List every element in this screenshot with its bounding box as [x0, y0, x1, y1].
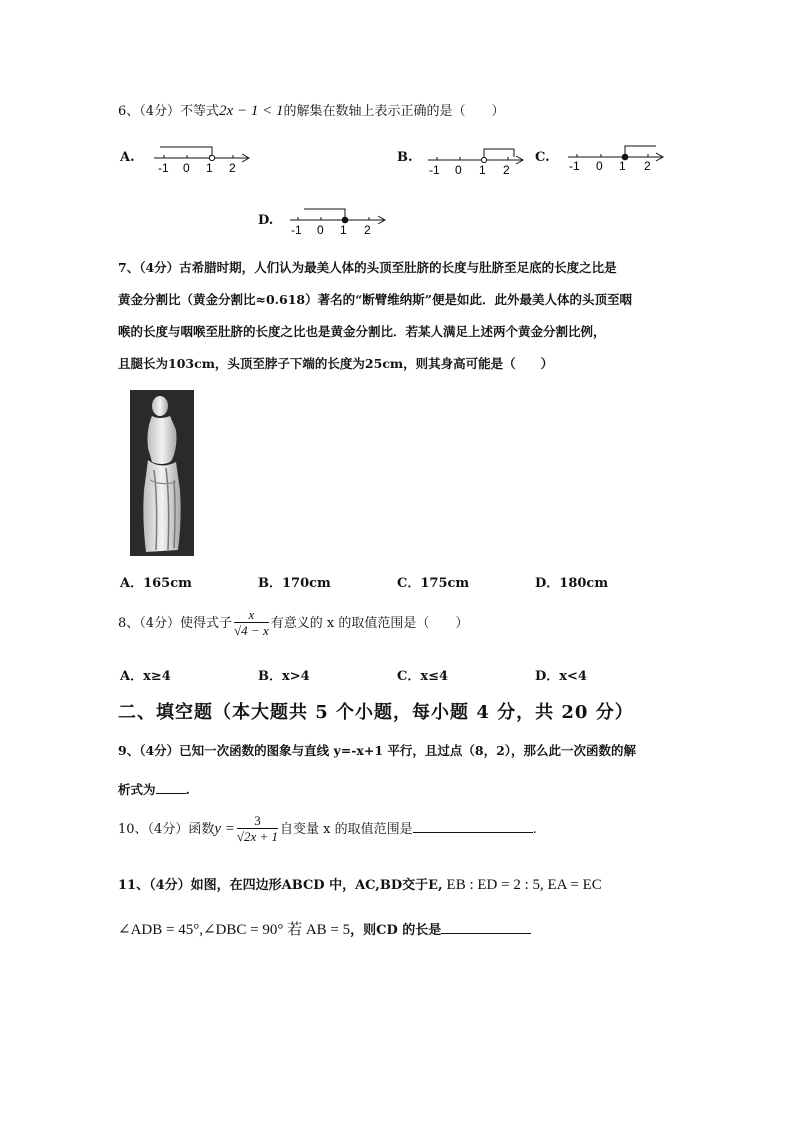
- q8-prefix: 8、（4分）使得式子: [118, 616, 233, 631]
- q11-line-2-suffix: ，则CD 的长是: [350, 923, 442, 938]
- q10-stem: [118, 814, 537, 845]
- q10-end: .: [532, 822, 537, 837]
- q6-number-line-d: [286, 200, 390, 240]
- q6d-tick-1: 1: [340, 223, 347, 237]
- q9-line-2: [118, 779, 190, 799]
- q10-denominator: √2x + 1: [236, 829, 279, 844]
- q6-option-a-label[interactable]: A.: [120, 150, 135, 165]
- q11-line-2: [118, 919, 531, 940]
- q6a-tick-neg1: -1: [158, 161, 169, 175]
- q9-line-1: 9、（4分）已知一次函数的图象与直线 y=-x+1 平行，且过点（8，2），那么此一次函数的解: [118, 743, 637, 758]
- q6-suffix: 的解集在数轴上表示正确的是（ ）: [283, 104, 505, 119]
- q10-suffix: 自变量 x 的取值范围是: [280, 822, 413, 837]
- q8-denominator: √4 − x: [234, 623, 269, 638]
- q7-option-b[interactable]: B．170cm: [258, 576, 331, 591]
- q6a-tick-0: 0: [183, 161, 190, 175]
- q8-option-d[interactable]: D．x<4: [535, 669, 587, 684]
- q6a-tick-1: 1: [206, 161, 213, 175]
- q6b-tick-2: 2: [503, 163, 510, 177]
- q8-option-a[interactable]: A．x≥4: [120, 669, 171, 684]
- q6b-tick-1: 1: [479, 163, 486, 177]
- q6-number-line-b: [424, 140, 528, 180]
- q6-number-line-a: [150, 138, 254, 178]
- venus-statue-image: [130, 390, 194, 556]
- q11-line-1: [118, 876, 602, 895]
- q6-inequality: 2x − 1 < 1: [219, 103, 284, 119]
- q6-option-c-label[interactable]: C.: [535, 150, 550, 165]
- q6-stem: [118, 102, 504, 121]
- q8-option-c[interactable]: C．x≤4: [397, 669, 449, 684]
- q7-option-c[interactable]: C．175cm: [397, 576, 470, 591]
- q10-fraction: [237, 814, 278, 845]
- q6-prefix: 6、（4分）不等式: [118, 104, 220, 119]
- q7-line-4: 且腿长为103cm，头顶至脖子下端的长度为25cm，则其身高可能是（ ）: [118, 356, 554, 371]
- q7-option-d[interactable]: D．180cm: [535, 576, 609, 591]
- q6d-tick-neg1: -1: [291, 223, 302, 237]
- q6-option-d-label[interactable]: D.: [258, 213, 274, 228]
- q6d-tick-2: 2: [364, 223, 371, 237]
- q6b-tick-0: 0: [455, 163, 462, 177]
- q9-line-2-prefix: 析式为: [118, 782, 156, 797]
- q11-answer-blank[interactable]: [441, 919, 531, 934]
- q8-fraction: [234, 608, 269, 639]
- q10-prefix: 10、（4分）函数: [118, 822, 215, 837]
- q8-stem: [118, 608, 468, 639]
- q6c-tick-1: 1: [619, 159, 626, 173]
- q11-line-1-math: EB : ED = 2 : 5, EA = EC: [446, 877, 602, 893]
- q10-numerator: 3: [237, 814, 278, 829]
- q6a-tick-2: 2: [229, 161, 236, 175]
- q9-answer-blank[interactable]: [156, 779, 186, 794]
- q8-numerator: x: [234, 608, 269, 623]
- q8-option-b[interactable]: B．x>4: [258, 669, 310, 684]
- q6c-tick-2: 2: [644, 159, 651, 173]
- q7-line-1: 7、（4分）古希腊时期，人们认为最美人体的头顶至肚脐的长度与肚脐至足底的长度之比是: [118, 260, 617, 275]
- q6d-tick-0: 0: [317, 223, 324, 237]
- q7-line-3: 喉的长度与咽喉至肚脐的长度之比也是黄金分割比．若某人满足上述两个黄金分割比例，: [118, 324, 606, 339]
- q9-line-2-suffix: .: [185, 782, 190, 797]
- q11-line-2-math: ∠ADB = 45°,∠DBC = 90° 若 AB = 5: [118, 922, 351, 938]
- q10-lhs: y =: [214, 821, 235, 837]
- q8-suffix: 有意义的 x 的取值范围是（ ）: [270, 616, 469, 631]
- q7-line-2: 黄金分割比（黄金分割比≈0.618）著名的“断臂维纳斯”便是如此．此外最美人体的头顶至咽: [118, 292, 632, 307]
- q11-line-1-prefix: 11、（4分）如图，在四边形ABCD 中，AC,BD交于E,: [118, 878, 443, 893]
- q6c-tick-neg1: -1: [569, 159, 580, 173]
- q6-option-b-label[interactable]: B.: [397, 150, 413, 165]
- q7-option-a[interactable]: A．165cm: [120, 576, 192, 591]
- q6b-tick-neg1: -1: [429, 163, 440, 177]
- section-2-title: 二、填空题（本大题共 5 个小题，每小题 4 分，共 20 分）: [118, 702, 634, 723]
- q6-number-line-c: [564, 137, 668, 177]
- q10-answer-blank[interactable]: [413, 818, 533, 833]
- q6c-tick-0: 0: [596, 159, 603, 173]
